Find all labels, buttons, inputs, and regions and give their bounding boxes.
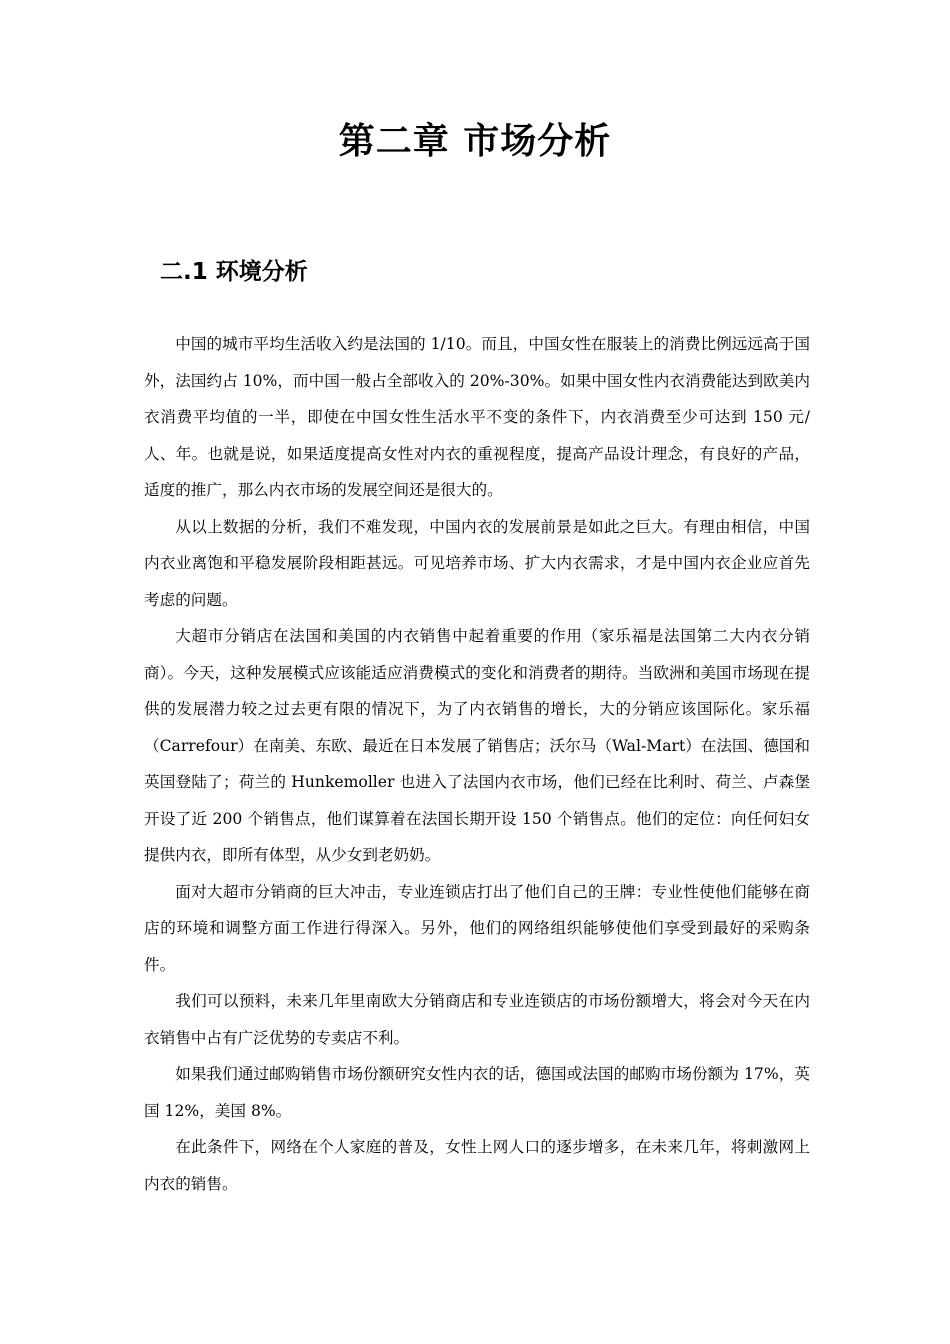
paragraph-chain-stores: 面对大超市分销商的巨大冲击，专业连锁店打出了他们自己的王牌：专业性使他们能够在商店的环境和调整方面工作进行得深入。另外，他们的网络组织能够使他们享受到最好的采购条件。 [144,882,810,974]
paragraph-forecast: 我们可以预料，未来几年里南欧大分销商店和专业连锁店的市场份额增大，将会对今天在内衣销售中占有广泛优势的专卖店不利。 [144,992,810,1047]
paragraph-mail-order: 如果我们通过邮购销售市场份额研究女性内衣的话，德国或法国的邮购市场份额为 17%，英国 12%，美国 8%。 [144,1065,810,1120]
paragraph-income: 中国的城市平均生活收入约是法国的 1/10。而且，中国女性在服装上的消费比例远远高于国外，法国约占 10%，而中国一般占全部收入的 20%-30%。如果中国女性内衣消费能达到欧美内衣消费平均值的一半，即使在中国女性生活水平不变的条件下，内衣消费至少可达到 150 元/人、年。也就是说，如果适度提高女性对内衣的重视程度，提高产品设计理念，有良好的产品，适度的推广，那么内衣市场的发展空间还是很大的。 [144,335,810,499]
section-title: 二.1 环境分析 [160,259,308,285]
paragraph-online: 在此条件下，网络在个人家庭的普及，女性上网人口的逐步增多，在未来几年，将刺激网上内衣的销售。 [144,1138,810,1193]
paragraph-supermarket: 大超市分销店在法国和美国的内衣销售中起着重要的作用（家乐福是法国第二大内衣分销商）。今天，这种发展模式应该能适应消费模式的变化和消费者的期待。当欧洲和美国市场现在提供的发展潜力较之过去更有限的情况下，为了内衣销售的增长，大的分销应该国际化。家乐福（Carrefour）在南美、东欧、最近在日本发展了销售店；沃尔马（Wal-Mart）在法国、德国和英国登陆了；荷兰的 Hunkemoller 也进入了法国内衣市场，他们已经在比利时、荷兰、卢森堡开设了近 200 个销售点，他们谋算着在法国长期开设 150 个销售点。他们的定位：向任何妇女提供内衣，即所有体型，从少女到老奶奶。 [144,627,810,864]
paragraph-prospects: 从以上数据的分析，我们不难发现，中国内衣的发展前景是如此之巨大。有理由相信，中国内衣业离饱和平稳发展阶段相距甚远。可见培养市场、扩大内衣需求，才是中国内衣企业应首先考虑的问题。 [144,517,810,609]
chapter-title: 第二章 市场分析 [338,121,612,162]
body-text [144,326,810,1202]
